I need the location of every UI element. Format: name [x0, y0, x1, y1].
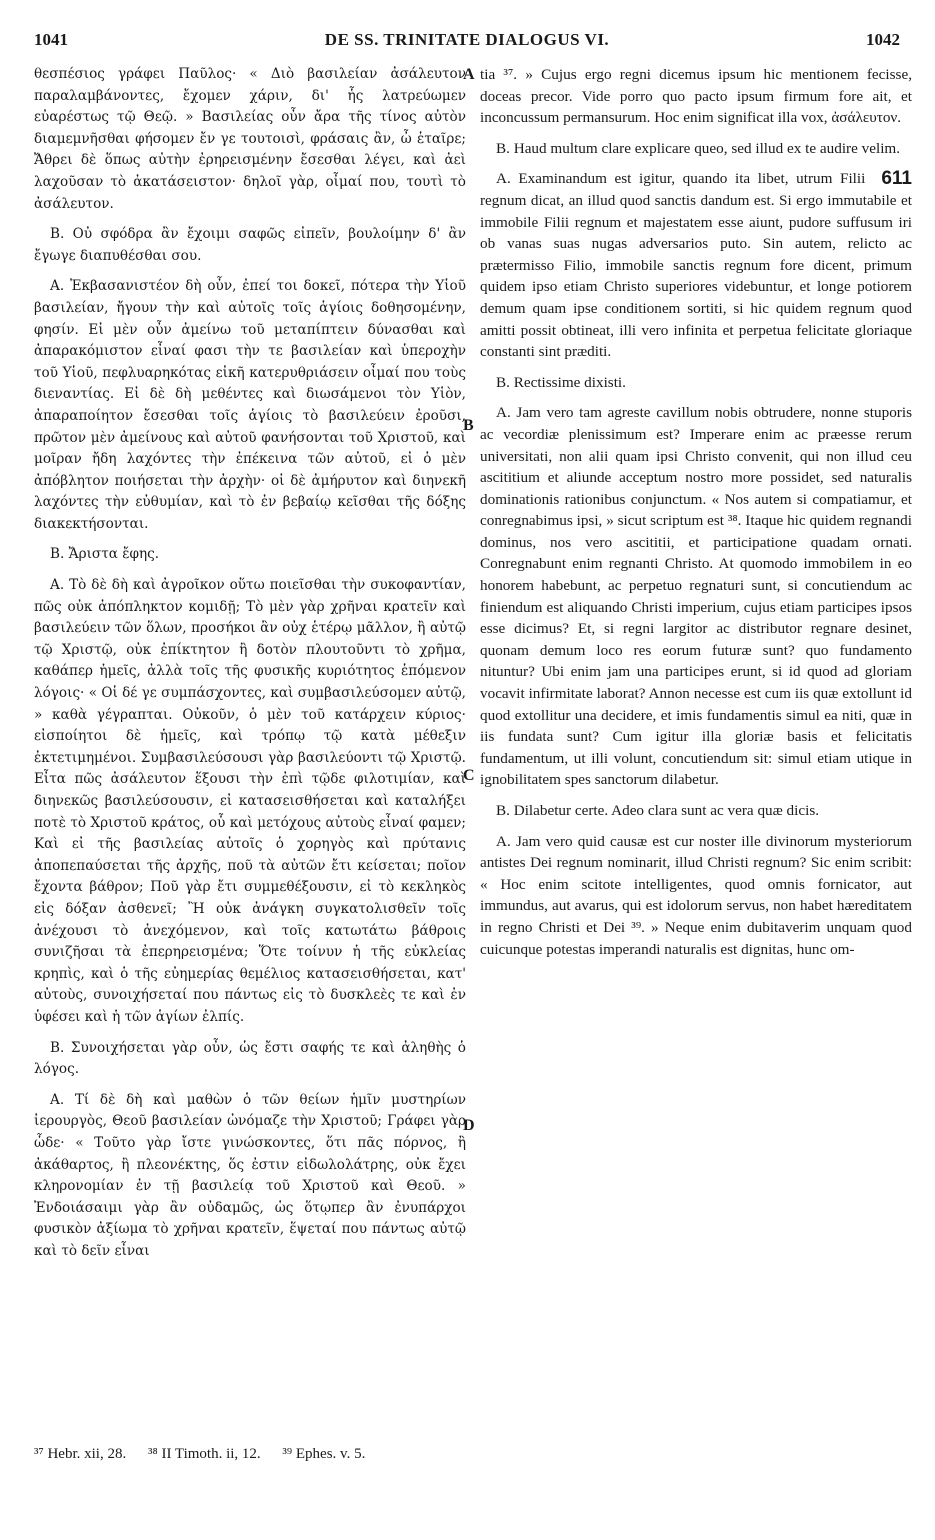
margin-letter-c: C	[463, 767, 475, 784]
page-number-left: 1041	[34, 30, 68, 49]
margin-letter-b: B	[463, 417, 474, 434]
running-title: DE SS. TRINITATE DIALOGUS VI.	[324, 30, 610, 49]
footnotes	[34, 1446, 900, 1476]
page-number-right: 1042	[866, 30, 900, 49]
latin-paragraph: tia ³⁷. » Cujus ergo regni dicemus ipsum hic mentionem fecisse, doceas precor. Vide porro quo pacto ipsum firmum fore ait, et inconcussum permansurum. Hoc enim significat illa vox, ἀσάλευτον.	[480, 66, 912, 127]
greek-paragraph: B. Συνοιχήσεται γὰρ οὖν, ὡς ἔστι σαφής τε καὶ ἀληθὴς ὁ λόγος.	[34, 1039, 466, 1078]
greek-paragraph: B. Ἄριστα ἔφης.	[50, 546, 160, 563]
latin-paragraph: B. Haud multum clare explicare queo, sed illud ex te audire velim.	[496, 139, 901, 157]
greek-column	[34, 64, 466, 1271]
latin-column	[480, 64, 912, 969]
footnote: ³⁷ Hebr. xii, 28.	[34, 1446, 127, 1462]
latin-paragraph: A. Jam vero tam agreste cavillum nobis obtrudere, nonne stuporis ac vecordiæ plenissimum est? Imperare enim ac præesse rerum universitati, non alii quam ipsi Christo convenit, qui non illud ceu ascititium et aliunde acceptum nostro more possidet, sed naturalis dominationis rationibus conjunctum. « Nos autem si compatiamur, et conregnabimus ipsi, » sicut scriptum est ³⁸. Itaque hic quidem regnandi dominus, nos vero ascititii, et participatione quadam ornati. Conregnabunt enim regnanti Christo. At quomodo immobilem in eo honorem habebunt, ac perpetuo regnaturi sunt, si concutiendum ac finiendum est aliquando Christi imperium, cujus etiam participes ipsos esse dicimus? Et, si regni largitor ac distributor regnare desinet, quonam demum loco res eorum futuræ sunt? quo fundamento nituntur? Ubi enim jam una participes erunt, si id quod ad gloriam vocavit infirmitate laborat? Annon necesse est cum iis quæ extollunt id quod extollitur una decidere, et imis fundamentis simul ea niti, quæ in iis fundata sunt? Cum igitur illa gloriæ basis et felicitatis fundamentum, ut illi volunt, concutiendum sit: simul etiam utique in ignobilitatem spes sanctorum dilabetur.	[480, 404, 912, 789]
margin-letter-a: A	[463, 66, 475, 83]
footnote: ³⁸ II Timoth. ii, 12.	[147, 1446, 261, 1462]
running-header	[34, 30, 900, 60]
margin-letter-d: D	[463, 1117, 475, 1134]
footnote: ³⁹ Ephes. v. 5.	[282, 1446, 366, 1462]
latin-paragraph	[480, 168, 912, 362]
latin-paragraph: B. Rectissime dixisti.	[496, 373, 626, 391]
text-columns	[34, 64, 912, 1444]
greek-paragraph: θεσπέσιος γράφει Παῦλος· « Διὸ βασιλείαν ἀσάλευτον παραλαμβάνοντες, ἔχομεν χάριν, δι' ἧς λατρεύωμεν εὐαρέστως τῷ Θεῷ. » Βασιλείας οὖν ἄρα τῆς τίνος αὐτὸν διαμεμνῆσθαι φήσομεν ἔν γε τουτοισὶ, φράσαις ἂν, ὦ ἑταῖρε; Ἄθρει δὲ ὅπως αὐτὴν ἐρηρεισμένην ἔσεσθαι λέγει, καὶ ἀεὶ λαχοῦσαν τὸ ἀκατάσειστον· δηλοῖ γὰρ, οἶμαί που, τουτὶ τὸ ἀσάλευτον.	[34, 66, 466, 212]
latin-paragraph-text: A. Examinandum est igitur, quando ita libet, utrum Filii regnum dicat, an illud quod sanctis dandum est. Si ergo immutabile et immobile Filii regnum et majestatem esse aiunt, pudore suffusum iri ob vanas suas nugas adversarios puto. Sin autem, relicto ac prætermisso Filio, immobile sanctis regnum fore dicent, primum quidem ipso etiam Christo superiores videbuntur, et longe potiorem demum quam ipse conditionem sortiti, si hic quidem regnum quod amitti possit obtineat, illi vero infinita et perpetua felicitate gloriaque constanti sint præditi.	[480, 170, 912, 361]
column-number: 611	[881, 168, 912, 190]
greek-paragraph: B. Οὐ σφόδρα ἂν ἔχοιμι σαφῶς εἰπεῖν, βουλοίμην δ' ἂν ἔγωγε διαπυθέσθαι σου.	[34, 226, 466, 264]
greek-paragraph: A. Ἐκβασανιστέον δὴ οὖν, ἐπεί τοι δοκεῖ, πότερα τὴν Υἱοῦ βασιλείαν, ἤγουν τὴν καὶ αὐτοῖς τοῖς ἁγίοις δοθησομένην, φησίν. Εἰ μὲν οὖν ἀμείνω τοῦ μεταπίπτειν δύνασθαι καὶ ἀπαρακόμιστον εἶναί φασι τὴν τε βασιλείαν καὶ ὑπεροχὴν τοῦ Υἱοῦ, πεφλυαρηκότας εἰκῆ κατερυθριάσειν οἶμαί που τοὺς διεναντίας. Εἰ δὲ δὴ μεθέντες καὶ διωσάμενοι τὸν Υἱὸν, ἀπαραποίητον ἔσεσθαι τοῖς ἁγίοις τὸ βασιλεύειν ἐροῦσι, πρῶτον μὲν ἀμείνους καὶ αὐτοῦ φανήσονται τοῦ Χριστοῦ, καὶ μοῖραν ἤδη λαχόντες τὴν ἐπέκεινα τῶν αὐτοῦ, εἰ ὁ μὲν ἀπόβλητον ποιήσεται τὴν ἀρχὴν· οἱ δὲ ἀμήρυτον καὶ διηνεκῆ λαχόντες τὴν εὐθυμίαν, καὶ τὸ ἐν βεβαίῳ κεῖσθαι τῆς δόξης διακεκτήσονται.	[34, 278, 466, 532]
greek-paragraph: A. Τί δὲ δὴ καὶ μαθὼν ὁ τῶν θείων ἡμῖν μυστηρίων ἱερουργὸς, Θεοῦ βασιλείαν ὠνόμαζε τὴν Χριστοῦ; Γράφει γὰρ ὧδε· « Τοῦτο γὰρ ἴστε γινώσκοντες, ὅτι πᾶς πόρνος, ἢ ἀκάθαρτος, ἢ πλεονέκτης, ὅς ἐστιν εἰδωλολάτρης, οὐκ ἔχει κληρονομίαν ἐν τῇ βασιλείᾳ τοῦ Χριστοῦ καὶ Θεοῦ. » Ἐνδοιάσαιμι γὰρ ἂν οὐδαμῶς, ὡς ὅτῳπερ ἂν ἐνυπάρχοι φυσικὸν ἀξίωμα τὸ χρῆναι κρατεῖν, ἕψεταί που πάντως αὐτῷ καὶ τὸ δεῖν εἶναι	[34, 1091, 466, 1259]
latin-paragraph: B. Dilabetur certe. Adeo clara sunt ac vera quæ dicis.	[496, 802, 820, 819]
greek-paragraph: A. Τὸ δὲ δὴ καὶ ἀγροῖκον οὕτω ποιεῖσθαι τὴν συκοφαντίαν, πῶς οὐκ ἀπόπληκτον κομιδῇ; Τὸ μὲν γὰρ χρῆναι κρατεῖν καὶ βασιλεύειν τῶν ὅλων, προσήκοι ἂν οὐχ ἑτέρῳ μᾶλλον, ἢ αὐτῷ τῷ Χριστῷ, οὐκ ἐπίκτητον ἢ δοτὸν πλουτοῦντι τὸ χρῆμα, καθάπερ ἡμεῖς, ἀλλὰ τοῖς τῆς φυσικῆς κυριότητος ἑπόμενον λόγοις· « Οἱ δέ γε συμπάσχοντες, καὶ συμβασιλεύσομεν αὐτῷ, » καθὰ γέγραπται. Οὐκοῦν, ὁ μὲν τοῦ κατάρχειν κύριος· εἰσποίητοι δὲ ἡμεῖς, καὶ τρόπῳ τῷ κατὰ μέθεξιν ἐκτετιμημένοι. Συμβασιλεύσουσι γὰρ βασιλεύοντι τῷ Χριστῷ. Εἶτα πῶς ἀσάλευτον ἕξουσι τὴν ἐπὶ τῷδε φιλοτιμίαν, καὶ διηνεκῶς βασιλεύσουσιν, εἰ κατασεισθήσεται καὶ καταλήξει ποτὲ τὸ Χριστοῦ κράτος, οὗ καὶ μετόχους αὐτοὺς εἶναί φαμεν; Καὶ εἰ τῆς βασιλείας αὐτοῖς ὁ χορηγὸς καὶ πρύτανις ἀποπεπαύσεται τῆς ἀρχῆς, ποῦ τὰ αὐτῶν ἔτι κείσεται; ποῖον ἔχοντα βάθρον; Ποῦ γὰρ ἔτι συμμεθέξουσιν, εἰ τὸ κεκληκὸς εἰς δόξαν ἀσθενεῖ; Ἢ οὐκ ἀνάγκη συγκατολισθεῖν τοῖς ἀνέχουσι τὸ ἀνεχόμενον, καὶ τοῖς κατωτάτω βάθροις συνιζῆσαι τὰ ἐπερηρεισμένα; Ὅτε τοίνυν ἡ τῆς εὐκλείας κρηπὶς, καὶ ὁ τῆς εὐημερίας θεμέλιος κατασεισθήσεται, κατ' αὐτοὺς, συνοιχήσεταί που πάντως εἰς τὸ δυσκλεὲς τε καὶ ἐν ὑφέσει καὶ ἡ τῶν ἁγίων ἐλπίς.	[34, 577, 467, 1025]
latin-paragraph: A. Jam vero quid causæ est cur noster ille divinorum mysteriorum antistes Dei regnum nominarit, illud Christi regnum? Sic enim scribit: « Hoc enim scitote intelligentes, quod omnis fornicator, aut immundus, aut avarus, qui est idolorum servus, non habet hæreditatem in regno Christi et Dei ³⁹. » Neque enim dubitaverim unquam quod cuicunque potestas imperandi naturalis est dignitas, hunc om-	[480, 832, 912, 958]
